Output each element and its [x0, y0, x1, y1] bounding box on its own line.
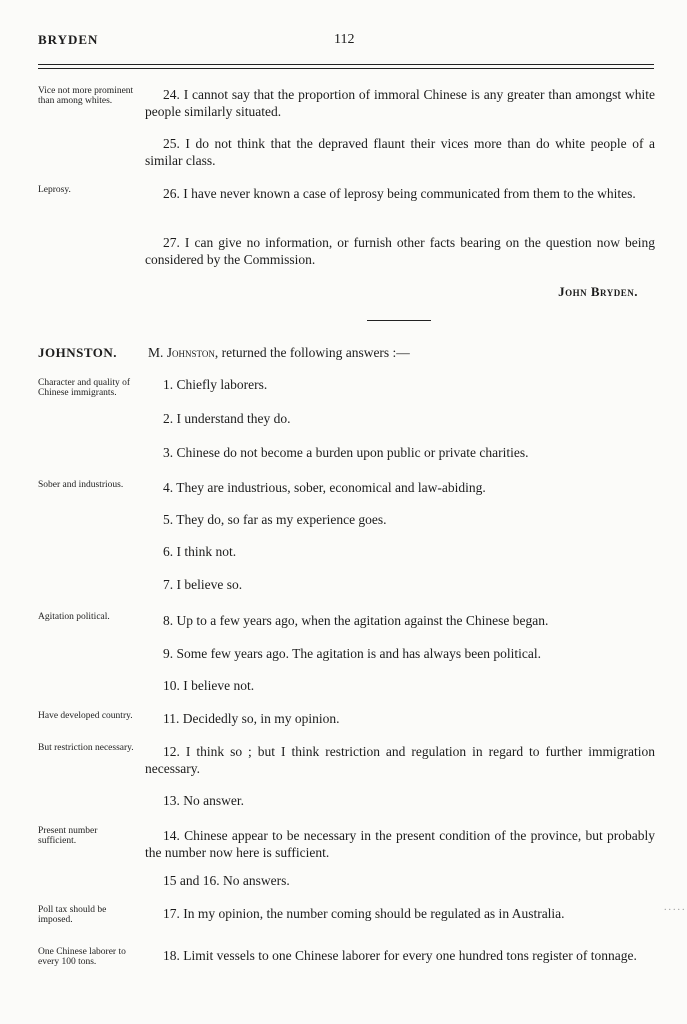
answer-6: 6. I think not. — [163, 544, 237, 559]
sidenote-developed: Have developed country. — [38, 711, 133, 721]
answer-25: 25. I do not think that the depraved flaunt their vices more than do white people of a similar class. — [145, 136, 655, 168]
signature: John Bryden. — [558, 284, 638, 299]
page-header — [38, 32, 654, 52]
sidenote-vice: Vice not more prominent than among whites. — [38, 86, 134, 106]
answer-27: 27. I can give no information, or furnish other facts bearing on the question now being considered by the Commission. — [145, 235, 655, 267]
answer-5: 5. They do, so far as my experience goes. — [163, 512, 387, 527]
section-name: JOHNSTON. — [38, 345, 118, 360]
sidenote-sober: Sober and industrious. — [38, 480, 124, 490]
margin-dots: ..... — [664, 902, 687, 913]
answer-10: 10. I believe not. — [163, 678, 255, 693]
section-divider — [367, 320, 431, 321]
answer-26: 26. I have never known a case of leprosy being communicated from them to the whites. — [163, 186, 636, 201]
sidenote-agitation: Agitation political. — [38, 612, 110, 622]
answer-17: 17. In my opinion, the number coming should be regulated as in Australia. — [163, 906, 565, 921]
answer-1: 1. Chiefly laborers. — [163, 377, 268, 392]
answer-4: 4. They are industrious, sober, economical and law-abiding. — [163, 480, 486, 495]
header-rule-top — [38, 64, 654, 65]
answer-11: 11. Decidedly so, in my opinion. — [163, 711, 340, 726]
answer-14: 14. Chinese appear to be necessary in the present condition of the province, but probably the number now here is sufficient. — [145, 828, 655, 860]
answer-15-16: 15 and 16. No answers. — [163, 873, 290, 888]
answer-18: 18. Limit vessels to one Chinese laborer for every one hundred tons register of tonnage. — [163, 948, 637, 963]
answer-2: 2. I understand they do. — [163, 411, 291, 426]
answer-3: 3. Chinese do not become a burden upon public or private charities. — [163, 445, 529, 460]
answer-12: 12. I think so ; but I think restriction and regulation in regard to further immigration necessary. — [145, 744, 655, 776]
sidenote-present: Present number sufficient. — [38, 826, 98, 846]
header-rule-bottom — [38, 68, 654, 69]
sidenote-character: Character and quality of Chinese immigrants. — [38, 378, 131, 398]
answer-24: 24. I cannot say that the proportion of immoral Chinese is any greater than amongst white people similarly situated. — [145, 87, 655, 119]
running-head: BRYDEN — [38, 32, 99, 47]
johnston-intro: M. Johnston, returned the following answers :— — [148, 345, 410, 360]
sidenote-poll: Poll tax should be imposed. — [38, 905, 107, 925]
answer-9: 9. Some few years ago. The agitation is and has always been political. — [163, 646, 542, 661]
sidenote-restriction: But restriction necessary. — [38, 743, 134, 753]
answer-8: 8. Up to a few years ago, when the agitation against the Chinese began. — [163, 613, 549, 628]
page-number: 112 — [334, 32, 355, 47]
sidenote-one-chinese: One Chinese laborer to every 100 tons. — [38, 947, 126, 967]
answer-13: 13. No answer. — [163, 793, 244, 808]
sidenote-leprosy: Leprosy. — [38, 185, 71, 195]
answer-7: 7. I believe so. — [163, 577, 243, 592]
